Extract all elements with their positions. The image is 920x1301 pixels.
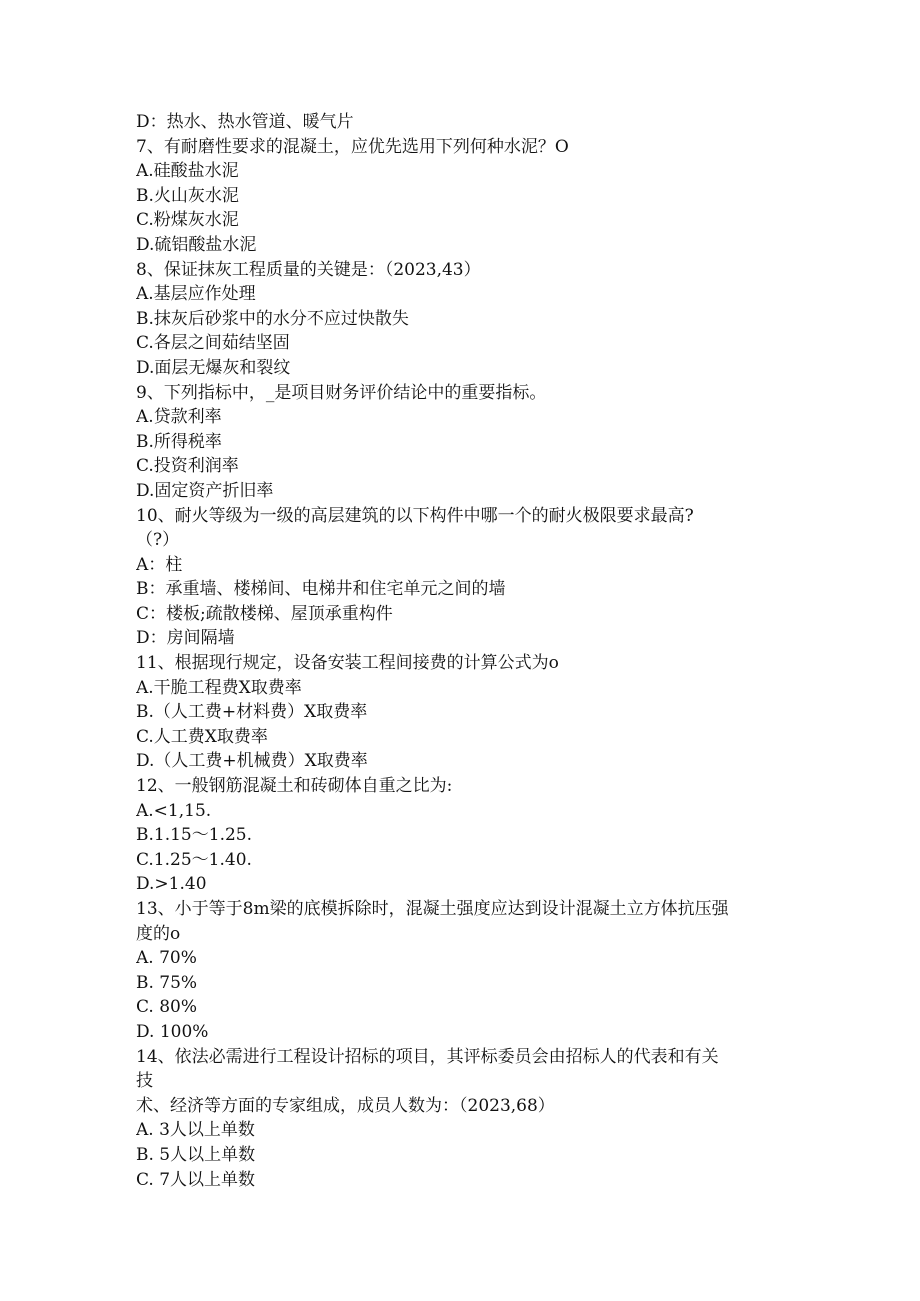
question-text: 13、小于等于8m梁的底模拆除时，混凝土强度应达到设计混凝土立方体抗压强 [136, 899, 729, 919]
answer-option: B.1.15～1.25. [136, 825, 253, 846]
answer-option: A.硅酸盐水泥 [136, 161, 239, 182]
answer-option: D.固定资产折旧率 [136, 480, 274, 501]
answer-option: C.投资利润率 [136, 456, 239, 477]
answer-option: C.1.25～1.40. [136, 849, 252, 870]
question-text: 10、耐火等级为一级的高层建筑的以下构件中哪一个的耐火极限要求最高? [136, 505, 694, 526]
answer-option: B. 75% [136, 972, 198, 993]
question-text: 术、经济等方面的专家组成，成员人数为：（2023,68） [136, 1095, 555, 1116]
question-text: 8、保证抹灰工程质量的关键是：（2023,43） [136, 259, 481, 280]
answer-option: B.所得税率 [136, 431, 222, 452]
question-text: 11、根据现行规定，设备安装工程间接费的计算公式为o [136, 653, 559, 674]
answer-option: B. 5人以上单数 [136, 1144, 256, 1165]
answer-option: D.硫铝酸盐水泥 [136, 234, 257, 255]
question-text: （?） [136, 530, 180, 551]
answer-option: D.>1.40 [136, 874, 207, 895]
question-text: 技 [136, 1071, 153, 1092]
question-text: 9、下列指标中，_是项目财务评价结论中的重要指标。 [136, 382, 547, 403]
answer-option: B：承重墙、楼梯间、电梯井和住宅单元之间的墙 [136, 579, 506, 600]
answer-option: C.各层之间茹结坚固 [136, 333, 290, 354]
question-text: 14、依法必需进行工程设计招标的项目，其评标委员会由招标人的代表和有关 [136, 1046, 719, 1067]
answer-option: A.干脆工程费X取费率 [136, 677, 302, 698]
answer-option: C.人工费X取费率 [136, 726, 268, 747]
answer-option: D：房间隔墙 [136, 628, 235, 649]
answer-option: B.（人工费+材料费）X取费率 [136, 702, 368, 723]
question-text: 7、有耐磨性要求的混凝土，应优先选用下列何种水泥？O [136, 136, 569, 157]
document-body [136, 110, 786, 1192]
answer-option: D. 100% [136, 1021, 209, 1042]
answer-option: C.粉煤灰水泥 [136, 210, 239, 231]
answer-option: C：楼板;疏散楼梯、屋顶承重构件 [136, 603, 393, 624]
answer-option: C. 80% [136, 997, 197, 1018]
answer-option: A. 70% [136, 948, 197, 969]
answer-option: A.基层应作处理 [136, 284, 256, 305]
answer-option: C. 7人以上单数 [136, 1169, 256, 1190]
answer-option: A. 3人以上单数 [136, 1120, 255, 1141]
answer-option: A.贷款利率 [136, 407, 222, 428]
answer-option: D.面层无爆灰和裂纹 [136, 357, 291, 378]
answer-option: A：柱 [136, 554, 183, 575]
answer-option: A.<1,15. [136, 800, 212, 821]
answer-option: B.抹灰后砂浆中的水分不应过快散失 [136, 308, 409, 329]
question-text: 12、一般钢筋混凝土和砖砌体自重之比为: [136, 776, 453, 797]
answer-option: D：热水、热水管道、暖气片 [136, 112, 354, 132]
answer-option: D.（人工费+机械费）X取费率 [136, 751, 368, 772]
answer-option: B.火山灰水泥 [136, 185, 239, 206]
question-text: 度的o [136, 923, 181, 944]
